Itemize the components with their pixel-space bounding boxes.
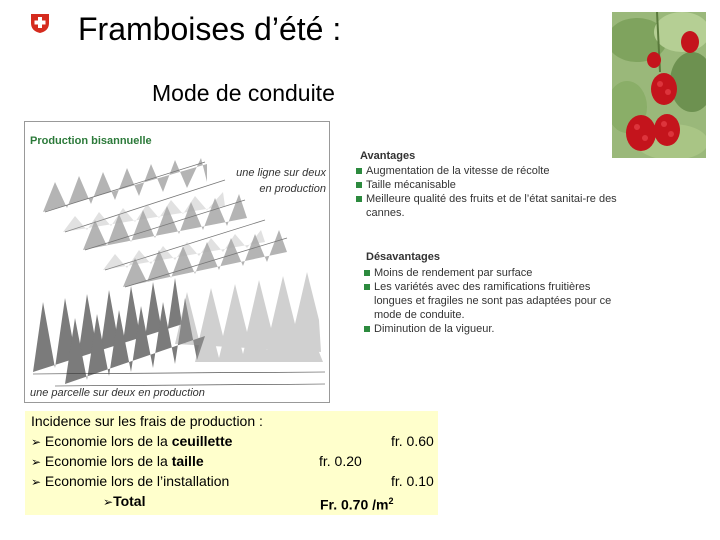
incidence-row-text: Economie lors de l’installation xyxy=(44,473,230,489)
arrow-bullet-icon: ➢ xyxy=(31,435,45,449)
incidence-row-harvest xyxy=(31,431,232,452)
cost-incidence-box xyxy=(25,411,438,515)
disadvantages-heading: Désavantages xyxy=(366,251,440,263)
incidence-total-label xyxy=(103,491,145,512)
incidence-value-pruning: fr. 0.20 xyxy=(319,453,362,469)
incidence-row-bold: taille xyxy=(171,453,204,469)
incidence-heading: Incidence sur les frais de production : xyxy=(31,413,263,429)
figure-label-one-plot: une parcelle sur deux en production xyxy=(30,387,205,399)
incidence-row-text: Economie lors de la xyxy=(44,433,172,449)
raspberry-photo xyxy=(612,12,706,158)
incidence-row-text: Economie lors de la xyxy=(44,453,172,469)
list-item: Augmentation de la vitesse de récolte xyxy=(356,164,622,178)
incidence-row-installation xyxy=(31,471,229,492)
swiss-cross-logo xyxy=(29,12,51,34)
arrow-bullet-icon: ➢ xyxy=(31,475,45,489)
figure-label-one-row xyxy=(232,165,326,197)
figure-label-one-row-line1: une ligne sur deux xyxy=(236,167,326,179)
list-item: Moins de rendement par surface xyxy=(364,266,620,280)
incidence-total-value xyxy=(320,491,394,515)
page-title: Framboises d’été : xyxy=(78,11,342,47)
total-value-text: Fr. 0.70 /m xyxy=(320,496,389,513)
advantages-list xyxy=(356,164,622,220)
figure-title: Production bisannuelle xyxy=(30,135,152,147)
advantages-heading: Avantages xyxy=(360,150,416,162)
list-item: Diminution de la vigueur. xyxy=(364,322,620,336)
arrow-bullet-icon: ➢ xyxy=(31,455,45,469)
arrow-bullet-icon: ➢ xyxy=(103,495,114,509)
list-item: Taille mécanisable xyxy=(356,178,622,192)
list-item: Les variétés avec des ramifications fruitières longues et fragiles ne sont pas adaptées pour ce mode de conduite. xyxy=(364,280,620,322)
total-unit-superscript: 2 xyxy=(388,496,394,506)
figure-label-one-row-line2: en production xyxy=(259,183,326,195)
cultivation-figure xyxy=(24,121,330,403)
disadvantages-list xyxy=(364,266,620,336)
incidence-row-bold: ceuillette xyxy=(171,433,233,449)
page-subtitle: Mode de conduite xyxy=(152,80,335,106)
list-item: Meilleure qualité des fruits et de l’état sanitai-re des cannes. xyxy=(356,192,622,220)
raspberry-rows-illustration xyxy=(25,122,329,402)
incidence-value-installation: fr. 0.10 xyxy=(391,473,434,489)
incidence-value-harvest: fr. 0.60 xyxy=(391,433,434,449)
total-label-text: Total xyxy=(113,493,146,509)
incidence-row-pruning xyxy=(31,451,204,472)
